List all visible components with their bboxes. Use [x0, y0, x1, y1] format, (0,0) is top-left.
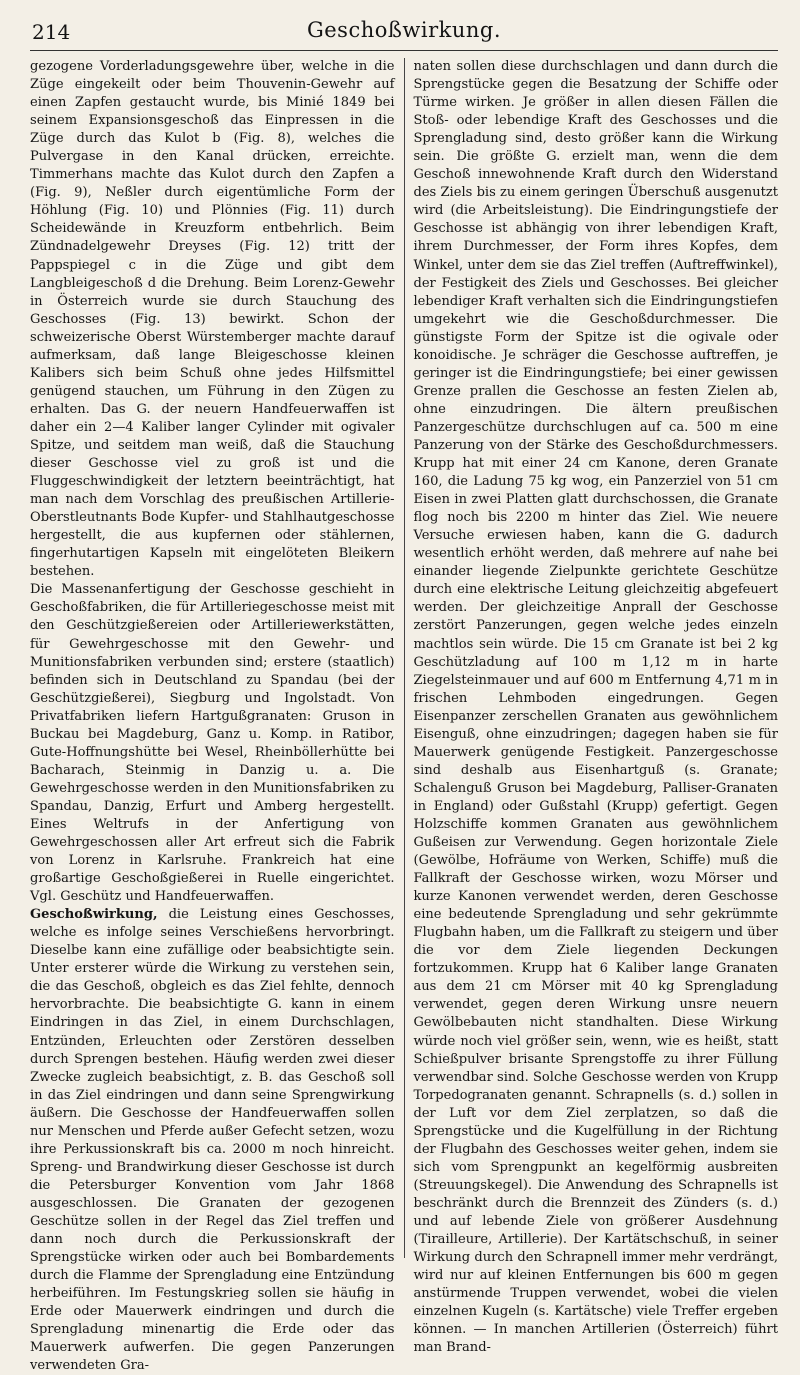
entry-body: die Leistung eines Geschosses, welche es infolge seines Verschießens hervorbringt. Dieselbe kann eine zufällige oder beabsichtigte sein. Unter ersterer würde die Wirkung zu verstehen sein, die das Geschoß, obgleich es das Ziel fehlte, dennoch hervorbrachte. Die beabsichtigte G. kann in einem Eindringen in das Ziel, in einem Durchschlagen, Entzünden, Erleuchten oder Zerstören desselben durch Sprengen bestehen. Häufig werden zwei dieser Zwecke zugleich beabsichtigt, z. B. das Geschoß soll in das Ziel eindringen und dann seine Sprengwirkung äußern. Die Geschosse der Handfeuerwaffen sollen nur Menschen und Pferde außer Gefecht setzen, wozu ihre Perkussionskraft bis ca. 2000 m noch hinreicht. Spreng- und Brandwirkung dieser Geschosse ist durch die Petersburger Konvention vom Jahr 1868 ausgeschlossen. Die Granaten der gezogenen Geschütze sollen in der Regel das Ziel treffen und dann noch durch die Perkussionskraft der Sprengstücke wirken oder auch bei Bombardements durch die Flamme der Sprengladung eine Entzündung herbeiführen. Im Festungskrieg sollen sie häufig in Erde oder Mauerwerk eindringen und durch die Sprengladung minenartig die Erde oder das Mauerwerk aufwerfen. Die gegen Panzerungen verwendeten Gra- — [30, 907, 395, 1374]
paragraph: Die Massenanfertigung der Geschosse geschieht in Geschoßfabriken, die für Artilleriegeschosse meist mit den Geschützgießereien oder Artilleriewerkstätten, für Gewehrgeschosse mit den Gewehr- und Munitionsfabriken verbunden sind; erstere (staatlich) befinden sich in Deutschland zu Spandau (bei der Geschützgießerei), Siegburg und Ingolstadt. Von Privatfabriken liefern Hartgußgranaten: Gruson in Buckau bei Magdeburg, Ganz u. Komp. in Ratibor, Gute-Hoffnungshütte bei Wesel, Rheinböllerhütte bei Bacharach, Steinmig in Danzig u. a. Die Gewehrgeschosse werden in den Munitionsfabriken zu Spandau, Danzig, Erfurt und Amberg hergestellt. Eines Weltrufs in der Anfertigung von Gewehrgeschossen aller Art erfreut sich die Fabrik von Lorenz in Karlsruhe. Frankreich hat eine großartige Geschoßgießerei in Ruelle eingerichtet. Vgl. Geschütz und Handfeuerwaffen. — [30, 582, 395, 905]
paragraph: gezogene Vorderladungsgewehre über, welche in die Züge eingekeilt oder beim Thouvenin-Gewehr auf einen Zapfen gestaucht wurde, bis Minié 1849 bei seinem Expansionsgeschoß das Einpressen in die Züge durch das Kulot b (Fig. 8), welches die Pulvergase in den Kanal drücken, erreichte. Timmerhans machte das Kulot durch den Zapfen a (Fig. 9), Neßler durch eigentümliche Form der Höhlung (Fig. 10) und Plönnies (Fig. 11) durch Scheidewände in Kreuzform entbehrlich. Beim Zündnadelgewehr Dreyses (Fig. 12) tritt der Pappspiegel c in die Züge und gibt dem Langbleigeschoß d die Drehung. Beim Lorenz-Gewehr in Österreich wurde sie durch Stauchung des Geschosses (Fig. 13) bewirkt. Schon der schweizerische Oberst Würstemberger machte darauf aufmerksam, daß lange Bleigeschosse kleinen Kalibers sich beim Schuß ohne jedes Hilfsmittel genügend stauchen, um Führung in den Zügen zu erhalten. Das G. der neuern Handfeuerwaffen ist daher ein 2—4 Kaliber langer Cylinder mit ogivaler Spitze, und seitdem man weiß, daß die Stauchung dieser Geschosse viel zu groß ist und die Fluggeschwindigkeit der letztern beeinträchtigt, hat man nach dem Vorschlag des preußischen Artillerie-Oberstleutnants Bode Kupfer- und Stahlhautgeschosse hergestellt, die aus kupfernen oder stählernen, fingerhutartigen Kapseln mit eingelöteten Bleikern bestehen. — [30, 59, 395, 580]
header-rule — [30, 50, 778, 51]
right-column — [404, 58, 778, 1356]
page-number: 214 — [32, 20, 71, 44]
entry-headword: Geschoßwirkung, — [30, 907, 158, 923]
paragraph: naten sollen diese durchschlagen und dann durch die Sprengstücke gegen die Besatzung der Schiffe oder Türme wirken. Je größer in allen diesen Fällen die Stoß- oder lebendige Kraft des Geschosses und die Sprengladung sind, desto größer kann die Wirkung sein. Die größte G. erzielt man, wenn die dem Geschoß innewohnende Kraft durch den Widerstand des Ziels bis zu einem geringen Überschuß ausgenutzt wird (die Arbeitsleistung). Die Eindringungstiefe der Geschosse ist abhängig von ihrer lebendigen Kraft, ihrem Durchmesser, der Form ihres Kopfes, dem Winkel, unter dem sie das Ziel treffen (Auftreffwinkel), der Festigkeit des Ziels und Geschosses. Bei gleicher lebendiger Kraft verhalten sich die Eindringungstiefen umgekehrt wie die Geschoßdurchmesser. Die günstigste Form der Spitze ist die ogivale oder konoidische. Je schräger die Geschosse auftreffen, je geringer ist die Eindringungstiefe; bei einer gewissen Grenze prallen die Geschosse an festen Zielen ab, ohne einzudringen. Die ältern preußischen Panzergeschütze durchschlugen auf ca. 500 m eine Panzerung von der Stärke des Geschoßdurchmessers. Krupp hat mit einer 24 cm Kanone, deren Granate 160, die Ladung 75 kg wog, ein Panzerziel von 51 cm Eisen in zwei Platten glatt durchschossen, die Granate flog noch bis 2200 m hinter das Ziel. Wie neuere Versuche erwiesen haben, kann die G. dadurch wesentlich erhöht werden, daß mehrere auf nahe bei einander liegende Zielpunkte gerichtete Geschütze durch eine elektrische Leitung gleichzeitig abgefeuert werden. Der gleichzeitige Anprall der Geschosse zerstört Panzerungen, gegen welche jedes einzeln machtlos sein würde. Die 15 cm Granate ist bei 2 kg Geschützladung auf 100 m 1,12 m in harte Ziegelsteinmauer und auf 600 m Entfernung 4,71 m in frischen Lehmboden eingedrungen. Gegen Eisenpanzer zerschellen Granaten aus gewöhnlichem Eisenguß, ohne einzudringen; dagegen haben sie für Mauerwerk genügende Festigkeit. Panzergeschosse sind deshalb aus Eisenhartguß (s. Granate; Schalenguß Gruson bei Magdeburg, Palliser-Granaten in England) oder Gußstahl (Krupp) gefertigt. Gegen Holzschiffe kommen Granaten aus gewöhnlichem Gußeisen zur Verwendung. Gegen horizontale Ziele (Gewölbe, Hofräume von Werken, Schiffe) muß die Fallkraft der Geschosse wirken, wozu Mörser und kurze Kanonen verwendet werden, deren Geschosse eine bedeutende Sprengladung und sehr gekrümmte Flugbahn haben, um die Fallkraft zu steigern und über die vor dem Ziele liegenden Deckungen fortzukommen. Krupp hat 6 Kaliber lange Granaten aus dem 21 cm Mörser mit 40 kg Sprengladung verwendet, gegen deren Wirkung unsre neuern Gewölbebauten nicht standhalten. Diese Wirkung würde noch viel größer sein, wenn, wie es heißt, statt Schießpulver brisante Sprengstoffe zu ihrer Füllung verwendbar sind. Solche Geschosse werden von Krupp Torpedogranaten genannt. Schrapnells (s. d.) sollen in der Luft vor dem Ziel zerplatzen, so daß die Sprengstücke und die Kugelfüllung in der Richtung der Flugbahn des Geschosses weiter gehen, indem sie sich vom Sprengpunkt an kegelförmig ausbreiten (Streuungskegel). Die Anwendung des Schrapnells ist beschränkt durch die Brennzeit des Zünders (s. d.) und auf lebende Ziele von größerer Ausdehnung (Tirailleure, Artillerie). Der Kartätschschuß, in seiner Wirkung durch den Schrapnell immer mehr verdrängt, wird nur auf kleinen Entfernungen bis 600 m gegen anstürmende Truppen verwendet, wobei die vielen einzelnen Kugeln (s. Kartätsche) viele Treffer ergeben können. — In manchen Artillerien (Österreich) führt man Brand- — [413, 59, 778, 1356]
left-column — [30, 58, 404, 1374]
page-header — [30, 10, 778, 50]
running-head: Geschoßwirkung. — [306, 18, 502, 42]
entry-paragraph — [30, 906, 395, 1375]
text-columns — [30, 58, 778, 1374]
